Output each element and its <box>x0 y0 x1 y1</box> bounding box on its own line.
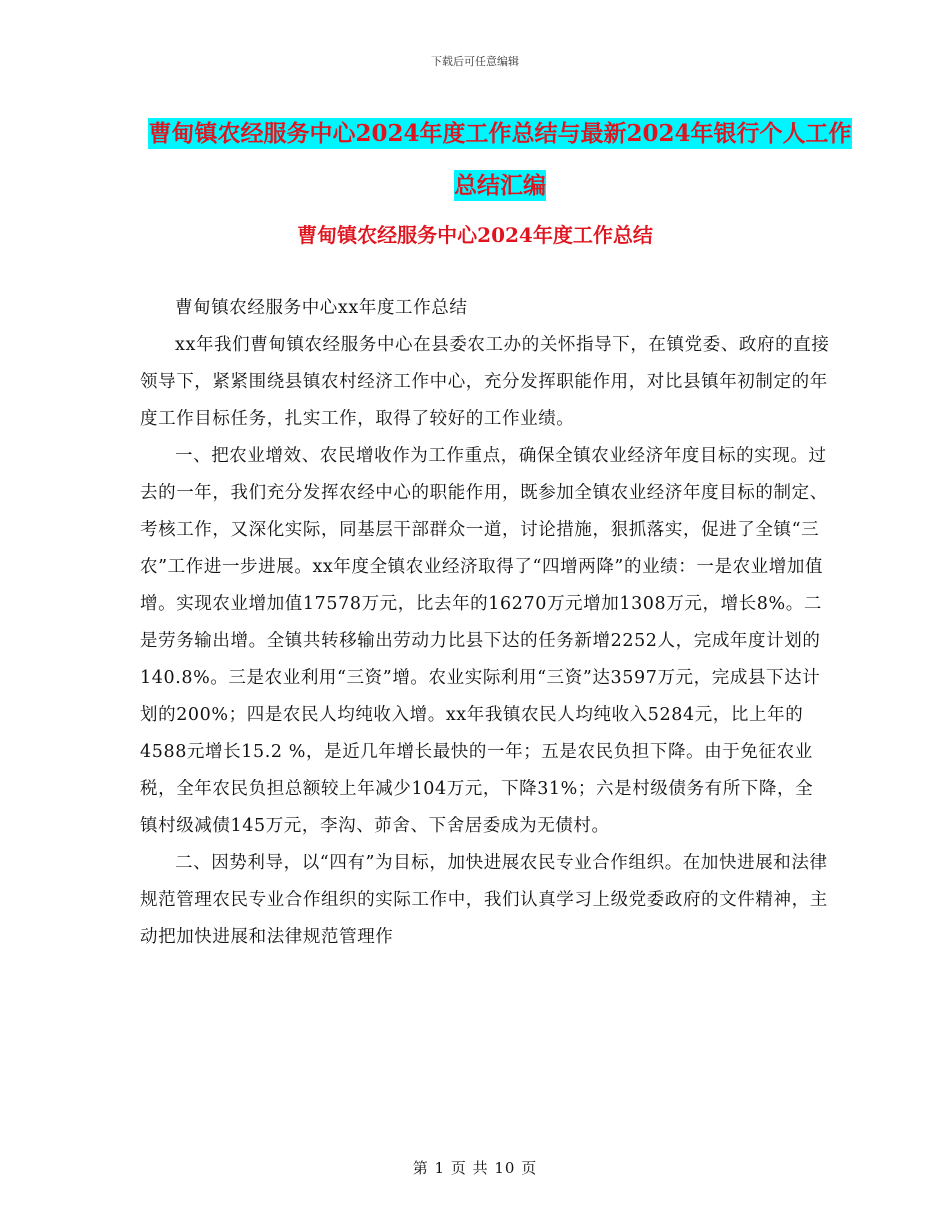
paragraph: 二、因势利导，以“四有”为目标，加快进展农民专业合作组织。在加快进展和法律规范管理农民专业合作组织的实际工作中，我们认真学习上级党委政府的文件精神，主动把加快进展和法律规范管理作 <box>140 853 828 947</box>
main-title-text: 曹甸镇农经服务中心2024年度工作总结与最新2024年银行个人工作总结汇编 <box>148 120 852 199</box>
body-text <box>140 290 830 956</box>
main-title <box>140 108 860 212</box>
paragraph: xx年我们曹甸镇农经服务中心在县委农工办的关怀指导下，在镇党委、政府的直接领导下，紧紧围绕县镇农村经济工作中心，充分发挥职能作用，对比县镇年初制定的年度工作目标任务，扎实工作，取得了较好的工作业绩。 <box>140 335 830 429</box>
section-title: 曹甸镇农经服务中心2024年度工作总结 <box>297 223 653 247</box>
paragraph: 一、把农业增效、农民增收作为工作重点，确保全镇农业经济年度目标的实现。过去的一年，我们充分发挥农经中心的职能作用，既参加全镇农业经济年度目标的制定、考核工作，又深化实际，同基层干部群众一道，讨论措施，狠抓落实，促进了全镇“三农”工作进一步进展。xx年度全镇农业经济取得了“四增两降”的业绩：一是农业增加值增。实现农业增加值17578万元，比去年的16270万元增加1308万元，增长8%。二是劳务输出增。全镇共转移输出劳动力比县下达的任务新增2252人，完成年度计划的140.8%。三是农业利用“三资”增。农业实际利用“三资”达3597万元，完成县下达计划的200%；四是农民人均纯收入增。xx年我镇农民人均纯收入5284元，比上年的4588元增长15.2 %，是近几年增长最快的一年；五是农民负担下降。由于免征农业税，全年农民负担总额较上年减少104万元，下降31%；六是村级债务有所下降，全镇村级减债145万元，李沟、茆舍、下舍居委成为无债村。 <box>140 446 828 836</box>
page-footer: 第 1 页 共 10 页 <box>412 1159 538 1177</box>
header-note: 下载后可任意编辑 <box>431 55 519 68</box>
paragraph: 曹甸镇农经服务中心xx年度工作总结 <box>175 298 468 318</box>
